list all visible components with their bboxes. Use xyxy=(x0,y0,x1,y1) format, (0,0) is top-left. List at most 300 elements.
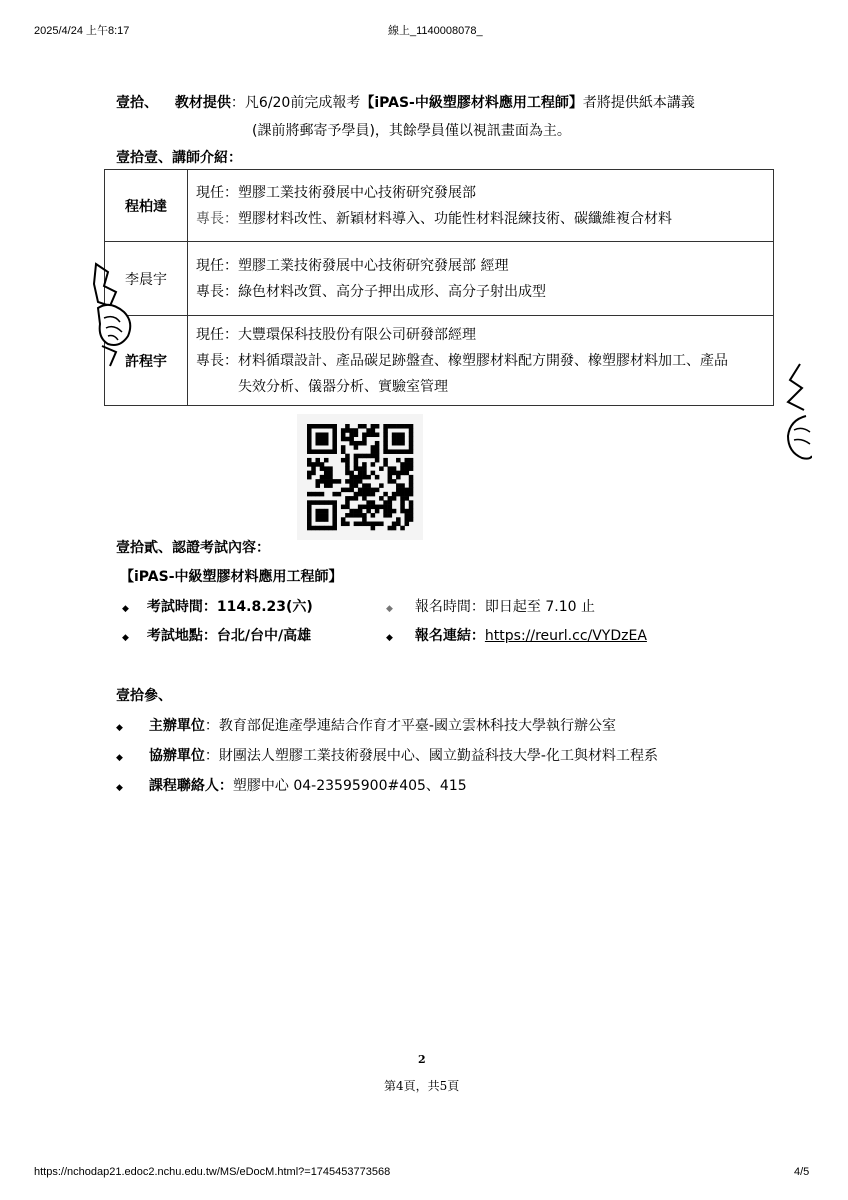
qr-module xyxy=(307,509,312,514)
exam-time-label: 考試時間： xyxy=(146,599,217,615)
qr-module xyxy=(371,500,376,505)
qr-module xyxy=(409,449,414,454)
qr-module xyxy=(320,437,325,442)
qr-module xyxy=(358,424,363,429)
qr-module xyxy=(366,505,371,510)
qr-module xyxy=(405,488,410,493)
qr-module xyxy=(358,441,363,446)
qr-module xyxy=(358,492,363,497)
qr-module xyxy=(354,458,359,463)
qr-module xyxy=(409,483,414,488)
qr-module xyxy=(396,432,401,437)
qr-module xyxy=(371,526,376,531)
instructor-name: 程柏達 xyxy=(105,170,188,242)
qr-module xyxy=(315,517,320,522)
qr-module xyxy=(311,449,316,454)
qr-module xyxy=(324,479,329,484)
qr-module xyxy=(311,526,316,531)
qr-module xyxy=(388,424,393,429)
qr-module xyxy=(358,488,363,493)
qr-module xyxy=(362,483,367,488)
qr-module xyxy=(375,454,380,459)
exam-place-label: 考試地點： xyxy=(146,628,217,644)
qr-module xyxy=(337,492,342,497)
qr-module xyxy=(332,500,337,505)
qr-module xyxy=(337,479,342,484)
qr-module xyxy=(354,509,359,514)
qr-module xyxy=(388,475,393,480)
qr-module xyxy=(362,488,367,493)
qr-module xyxy=(392,449,397,454)
section10-line1 xyxy=(116,93,695,113)
qr-module xyxy=(332,509,337,514)
qr-module xyxy=(315,513,320,518)
qr-module xyxy=(311,462,316,467)
qr-module xyxy=(405,449,410,454)
qr-module xyxy=(388,471,393,476)
qr-module xyxy=(328,424,333,429)
qr-module xyxy=(307,462,312,467)
qr-module xyxy=(358,505,363,510)
instructor-current: 塑膠工業技術發展中心技術研究發展部 經理 xyxy=(238,257,509,274)
qr-module xyxy=(307,526,312,531)
qr-module xyxy=(345,500,350,505)
qr-module xyxy=(307,424,312,429)
qr-module xyxy=(405,458,410,463)
qr-module xyxy=(400,432,405,437)
qr-module xyxy=(409,458,414,463)
qr-module xyxy=(371,432,376,437)
qr-module xyxy=(375,475,380,480)
qr-module xyxy=(375,509,380,514)
qr-module xyxy=(349,509,354,514)
qr-module xyxy=(324,513,329,518)
page-number: 2 xyxy=(418,1053,426,1066)
qr-module xyxy=(405,522,410,527)
qr-module xyxy=(400,441,405,446)
qr-module xyxy=(409,445,414,450)
qr-module xyxy=(388,449,393,454)
qr-module xyxy=(405,471,410,476)
print-page: 4/5 xyxy=(794,1166,810,1178)
organizer-value: ：教育部促進產學連結合作育才平臺-國立雲林科技大學執行辦公室 xyxy=(204,718,616,734)
qr-module xyxy=(409,475,414,480)
qr-module xyxy=(345,496,350,501)
qr-module xyxy=(315,479,320,484)
qr-module xyxy=(332,522,337,527)
qr-module xyxy=(366,522,371,527)
qr-module xyxy=(366,432,371,437)
qr-module xyxy=(396,488,401,493)
qr-module xyxy=(362,475,367,480)
qr-module xyxy=(358,454,363,459)
qr-module xyxy=(349,428,354,433)
qr-module xyxy=(307,428,312,433)
qr-module xyxy=(409,466,414,471)
qr-module xyxy=(349,479,354,484)
diamond-bullet-icon: ◆ xyxy=(122,604,129,614)
organizer-item xyxy=(116,716,616,738)
qr-module xyxy=(332,445,337,450)
qr-module xyxy=(371,488,376,493)
qr-module xyxy=(307,505,312,510)
qr-module xyxy=(379,466,384,471)
qr-module xyxy=(332,432,337,437)
qr-module xyxy=(345,522,350,527)
decorative-stamp-left xyxy=(90,262,140,382)
qr-module xyxy=(405,424,410,429)
qr-module xyxy=(324,483,329,488)
qr-module xyxy=(383,424,388,429)
qr-module xyxy=(345,505,350,510)
section10-label: 壹拾、 xyxy=(116,95,158,111)
qr-module xyxy=(341,505,346,510)
qr-module xyxy=(358,475,363,480)
qr-module xyxy=(315,492,320,497)
qr-module xyxy=(362,513,367,518)
qr-module xyxy=(307,437,312,442)
qr-module xyxy=(358,479,363,484)
qr-module xyxy=(345,454,350,459)
qr-module xyxy=(311,424,316,429)
qr-module xyxy=(396,449,401,454)
qr-module xyxy=(315,500,320,505)
qr-module xyxy=(341,445,346,450)
qr-module xyxy=(383,458,388,463)
qr-module xyxy=(354,496,359,501)
qr-module xyxy=(392,492,397,497)
qr-module xyxy=(409,505,414,510)
qr-module xyxy=(371,424,376,429)
qr-module xyxy=(371,522,376,527)
qr-module xyxy=(345,437,350,442)
qr-module xyxy=(362,505,367,510)
instructor-name: 李晨宇 xyxy=(105,242,188,316)
qr-module xyxy=(366,475,371,480)
qr-module xyxy=(307,513,312,518)
qr-module xyxy=(371,492,376,497)
qr-module xyxy=(345,488,350,493)
qr-module xyxy=(405,462,410,467)
qr-module xyxy=(400,437,405,442)
qr-module xyxy=(383,462,388,467)
qr-module xyxy=(320,513,325,518)
reg-link-item xyxy=(386,626,647,648)
current-label: 現任： xyxy=(196,257,238,274)
qr-module xyxy=(315,526,320,531)
qr-module xyxy=(362,522,367,527)
qr-module xyxy=(345,458,350,463)
qr-module xyxy=(362,424,367,429)
qr-module xyxy=(409,479,414,484)
qr-module xyxy=(366,509,371,514)
section10-course: 【iPAS-中級塑膠材料應用工程師】 xyxy=(360,95,583,111)
qr-module xyxy=(392,441,397,446)
qr-module xyxy=(362,471,367,476)
qr-module xyxy=(383,500,388,505)
qr-module xyxy=(307,492,312,497)
reg-time-label: 報名時間： xyxy=(414,599,485,615)
qr-module xyxy=(371,513,376,518)
qr-module xyxy=(388,496,393,501)
qr-module xyxy=(396,458,401,463)
qr-module xyxy=(349,471,354,476)
exam-place-value: 台北/台中/高雄 xyxy=(216,628,312,644)
qr-module xyxy=(328,483,333,488)
qr-module xyxy=(341,488,346,493)
qr-module xyxy=(405,509,410,514)
qr-module xyxy=(345,428,350,433)
qr-module xyxy=(362,496,367,501)
qr-module xyxy=(371,428,376,433)
qr-module xyxy=(311,466,316,471)
qr-module xyxy=(375,505,380,510)
qr-module xyxy=(328,449,333,454)
qr-module xyxy=(345,471,350,476)
qr-module xyxy=(320,466,325,471)
contact-item xyxy=(116,776,467,798)
qr-module xyxy=(345,424,350,429)
instructor-expertise: 塑膠材料改性、新穎材料導入、功能性材料混練技術、碳纖維複合材料 xyxy=(238,210,672,227)
qr-module xyxy=(400,466,405,471)
coorganizer-item xyxy=(116,746,658,768)
qr-module xyxy=(328,500,333,505)
qr-module xyxy=(400,462,405,467)
instructor-current: 塑膠工業技術發展中心技術研究發展部 xyxy=(238,184,476,201)
qr-module xyxy=(341,428,346,433)
qr-module xyxy=(307,522,312,527)
qr-module xyxy=(349,475,354,480)
qr-module xyxy=(396,475,401,480)
qr-module xyxy=(375,458,380,463)
instructor-expertise: 綠色材料改質、高分子押出成形、高分子射出成型 xyxy=(238,283,546,300)
qr-module xyxy=(392,496,397,501)
qr-module xyxy=(405,492,410,497)
qr-module xyxy=(375,449,380,454)
qr-module xyxy=(341,458,346,463)
qr-module xyxy=(400,483,405,488)
qr-module xyxy=(409,437,414,442)
qr-module xyxy=(349,513,354,518)
qr-module xyxy=(371,449,376,454)
qr-module xyxy=(332,492,337,497)
qr-module xyxy=(400,505,405,510)
qr-module xyxy=(332,437,337,442)
qr-module xyxy=(324,517,329,522)
qr-code-icon xyxy=(297,414,423,540)
coorganizer-value: ：財團法人塑膠工業技術發展中心、國立勤益科技大學-化工與材料工程系 xyxy=(204,748,658,764)
section12-course: 【iPAS-中級塑膠材料應用工程師】 xyxy=(120,569,343,585)
qr-module xyxy=(388,509,393,514)
print-url: https://nchodap21.edoc2.nchu.edu.tw/MS/eDocM.html?=1745453773568 xyxy=(34,1166,391,1178)
qr-module xyxy=(362,466,367,471)
qr-module xyxy=(400,424,405,429)
reg-link[interactable]: https://reurl.cc/VYDzEA xyxy=(484,628,647,644)
qr-module xyxy=(383,492,388,497)
qr-module xyxy=(383,441,388,446)
qr-module xyxy=(388,479,393,484)
qr-module xyxy=(345,466,350,471)
qr-module xyxy=(392,509,397,514)
qr-module xyxy=(379,505,384,510)
coorganizer-label: 協辦單位 xyxy=(148,748,205,764)
qr-module xyxy=(324,441,329,446)
qr-module xyxy=(307,475,312,480)
section10-line2: (課前將郵寄予學員)，其餘學員僅以視訊畫面為主。 xyxy=(252,123,571,139)
qr-module xyxy=(354,428,359,433)
qr-module xyxy=(320,500,325,505)
qr-module xyxy=(307,471,312,476)
qr-module xyxy=(375,424,380,429)
qr-module xyxy=(362,441,367,446)
qr-module xyxy=(392,522,397,527)
qr-module xyxy=(315,432,320,437)
qr-module xyxy=(383,513,388,518)
diamond-bullet-icon: ◆ xyxy=(386,604,393,614)
qr-module xyxy=(358,522,363,527)
expertise-label: 專長： xyxy=(196,210,238,227)
qr-module xyxy=(341,432,346,437)
qr-module xyxy=(400,492,405,497)
qr-module xyxy=(354,513,359,518)
qr-module xyxy=(405,513,410,518)
qr-module xyxy=(354,462,359,467)
qr-module xyxy=(392,526,397,531)
qr-module xyxy=(315,441,320,446)
qr-module xyxy=(324,509,329,514)
instructor-name: 許程宇 xyxy=(105,316,188,406)
qr-module xyxy=(383,437,388,442)
qr-module xyxy=(375,445,380,450)
qr-module xyxy=(307,445,312,450)
contact-label: 課程聯絡人： xyxy=(148,778,233,794)
qr-module xyxy=(409,428,414,433)
qr-module xyxy=(332,479,337,484)
expertise-label: 專長： xyxy=(196,283,238,300)
qr-module xyxy=(324,449,329,454)
qr-module xyxy=(354,479,359,484)
qr-module xyxy=(388,526,393,531)
qr-module xyxy=(324,526,329,531)
qr-module xyxy=(409,432,414,437)
qr-module xyxy=(366,488,371,493)
qr-module xyxy=(311,500,316,505)
qr-module xyxy=(375,432,380,437)
qr-module xyxy=(362,454,367,459)
qr-module xyxy=(366,428,371,433)
qr-module xyxy=(362,432,367,437)
qr-module xyxy=(307,500,312,505)
qr-module xyxy=(405,466,410,471)
qr-module xyxy=(375,522,380,527)
qr-module xyxy=(315,424,320,429)
qr-module xyxy=(324,500,329,505)
qr-module xyxy=(332,505,337,510)
qr-module xyxy=(392,479,397,484)
qr-module xyxy=(324,432,329,437)
qr-module xyxy=(409,509,414,514)
qr-module xyxy=(383,509,388,514)
contact-value: 塑膠中心 04-23595900#405、415 xyxy=(232,778,467,794)
qr-module xyxy=(345,479,350,484)
qr-module xyxy=(328,471,333,476)
qr-module xyxy=(315,437,320,442)
diamond-bullet-icon: ◆ xyxy=(116,723,123,733)
diamond-bullet-icon: ◆ xyxy=(386,633,393,643)
qr-module xyxy=(400,449,405,454)
diamond-bullet-icon: ◆ xyxy=(122,633,129,643)
qr-module xyxy=(388,500,393,505)
qr-module xyxy=(328,479,333,484)
qr-module xyxy=(324,466,329,471)
qr-module xyxy=(320,517,325,522)
qr-module xyxy=(307,449,312,454)
qr-module xyxy=(358,466,363,471)
qr-module xyxy=(354,466,359,471)
qr-module xyxy=(349,483,354,488)
qr-module xyxy=(366,483,371,488)
qr-module xyxy=(315,509,320,514)
qr-module xyxy=(320,509,325,514)
qr-module xyxy=(354,522,359,527)
qr-module xyxy=(358,509,363,514)
exam-time-value: 114.8.23(六) xyxy=(216,599,313,615)
section10-title: 教材提供 xyxy=(174,95,231,111)
qr-module xyxy=(332,517,337,522)
qr-module xyxy=(409,492,414,497)
qr-module xyxy=(400,471,405,476)
qr-module xyxy=(311,492,316,497)
qr-module xyxy=(345,513,350,518)
qr-module xyxy=(400,526,405,531)
qr-module xyxy=(388,466,393,471)
qr-module xyxy=(349,496,354,501)
exam-place-item xyxy=(122,626,311,648)
qr-module xyxy=(392,424,397,429)
qr-module xyxy=(349,488,354,493)
qr-module xyxy=(354,445,359,450)
section10-text-post: 者將提供紙本講義 xyxy=(582,95,695,111)
qr-module xyxy=(341,517,346,522)
qr-module xyxy=(341,522,346,527)
qr-module xyxy=(379,496,384,501)
qr-module xyxy=(320,492,325,497)
qr-module xyxy=(371,454,376,459)
qr-module xyxy=(358,513,363,518)
qr-module xyxy=(332,441,337,446)
qr-module xyxy=(328,466,333,471)
qr-module xyxy=(396,522,401,527)
qr-module xyxy=(396,517,401,522)
table-row xyxy=(105,170,774,242)
qr-module xyxy=(400,509,405,514)
instructor-expertise: 材料循環設計、產品碳足跡盤查、橡塑膠材料配方開發、橡塑膠材料加工、產品失效分析、儀器分析、實驗室管理 xyxy=(238,352,728,395)
section10-text-pre: ：凡6/20前完成報考 xyxy=(230,95,361,111)
qr-module xyxy=(311,471,316,476)
qr-module xyxy=(375,441,380,446)
qr-module xyxy=(405,517,410,522)
qr-module xyxy=(320,526,325,531)
qr-module xyxy=(396,483,401,488)
qr-module xyxy=(324,475,329,480)
table-row xyxy=(105,242,774,316)
print-doc-title: 線上_1140008078_ xyxy=(388,25,483,37)
qr-module xyxy=(354,454,359,459)
qr-module xyxy=(409,462,414,467)
qr-module xyxy=(375,488,380,493)
qr-module xyxy=(409,488,414,493)
expertise-label: 專長： xyxy=(196,352,238,369)
